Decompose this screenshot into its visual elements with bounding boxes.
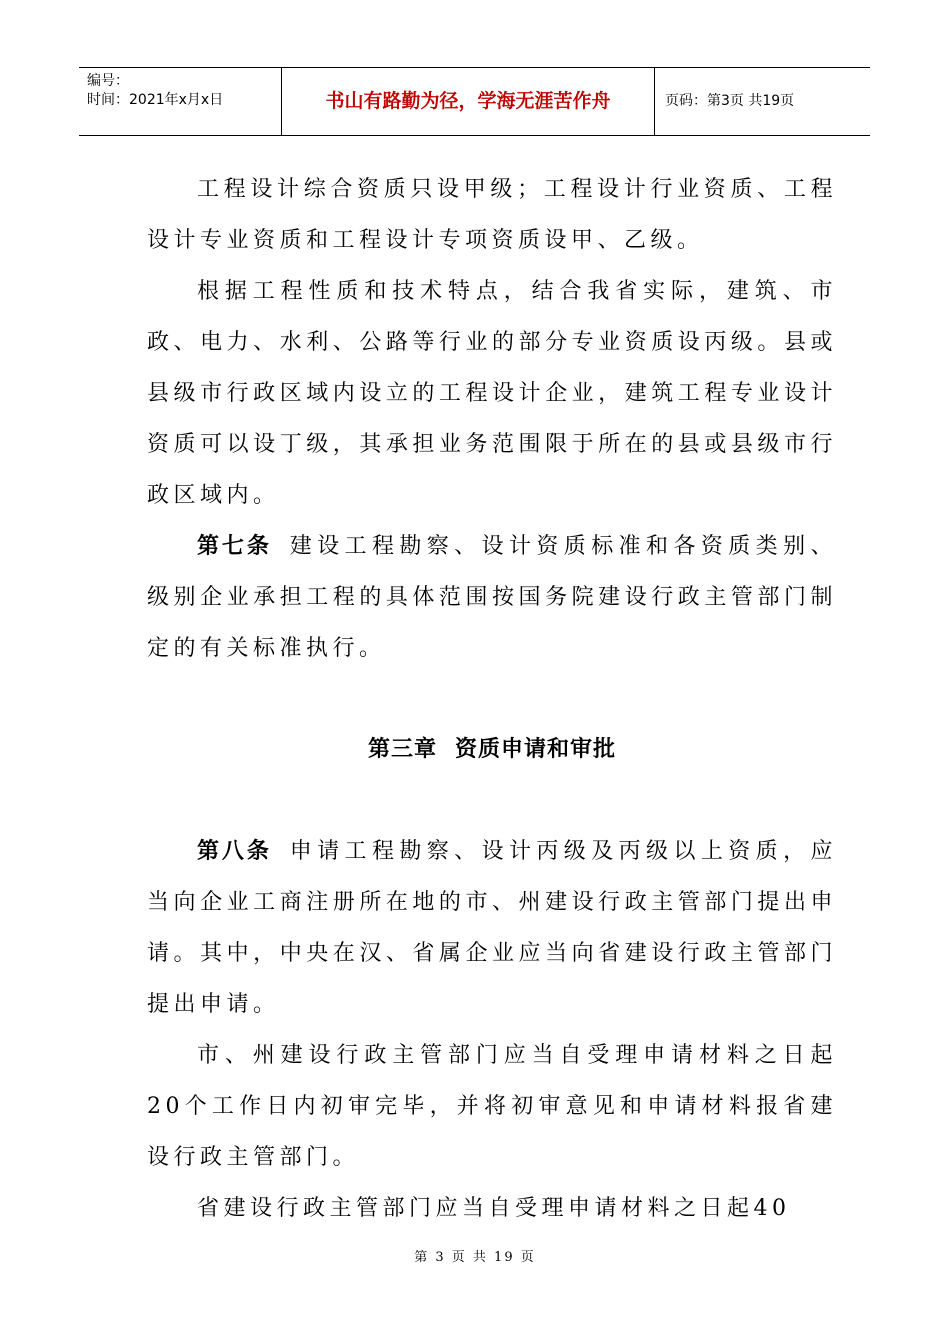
document-date: 时间：2021年x月x日	[87, 92, 224, 108]
paragraph	[147, 266, 837, 521]
chapter-number: 第三章	[367, 737, 437, 762]
paragraph-text: 省建设行政主管部门应当自受理申请材料之日起40	[197, 1196, 791, 1221]
document-number-label: 编号：	[87, 73, 129, 89]
header-page-code: 页码：第3页 共19页	[665, 93, 795, 109]
page-header	[79, 67, 870, 136]
article-number: 第七条	[197, 534, 272, 559]
paragraph	[147, 1183, 837, 1234]
header-meta	[79, 68, 282, 135]
header-motto: 书山有路勤为径，学海无涯苦作舟	[282, 68, 655, 135]
document-body	[147, 164, 837, 1234]
paragraph-text: 根据工程性质和技术特点，结合我省实际，建筑、市政、电力、水利、公路等行业的部分专业资质设丙级。县或县级市行政区域内设立的工程设计企业，建筑工程专业设计资质可以设丁级，其承担业务范围限于所在的县或县级市行政区域内。	[147, 279, 837, 508]
paragraph-text: 工程设计综合资质只设甲级；工程设计行业资质、工程设计专业资质和工程设计专项资质设甲、乙级。	[147, 177, 837, 253]
paragraph-text: 市、州建设行政主管部门应当自受理申请材料之日起20个工作日内初审完毕，并将初审意见和申请材料报省建设行政主管部门。	[147, 1043, 837, 1170]
chapter-heading	[147, 730, 837, 770]
paragraph-text: 申请工程勘察、设计丙级及丙级以上资质，应当向企业工商注册所在地的市、州建设行政主管部门提出申请。其中，中央在汉、省属企业应当向省建设行政主管部门提出申请。	[147, 839, 837, 1017]
article-paragraph	[147, 826, 837, 1030]
page-footer: 第 3 页 共 19 页	[414, 1250, 536, 1265]
article-paragraph	[147, 521, 837, 674]
chapter-title: 资质申请和审批	[455, 737, 617, 762]
paragraph-text: 建设工程勘察、设计资质标准和各资质类别、级别企业承担工程的具体范围按国务院建设行政主管部门制定的有关标准执行。	[147, 534, 837, 661]
article-number: 第八条	[197, 839, 272, 864]
paragraph	[147, 164, 837, 266]
paragraph	[147, 1030, 837, 1183]
